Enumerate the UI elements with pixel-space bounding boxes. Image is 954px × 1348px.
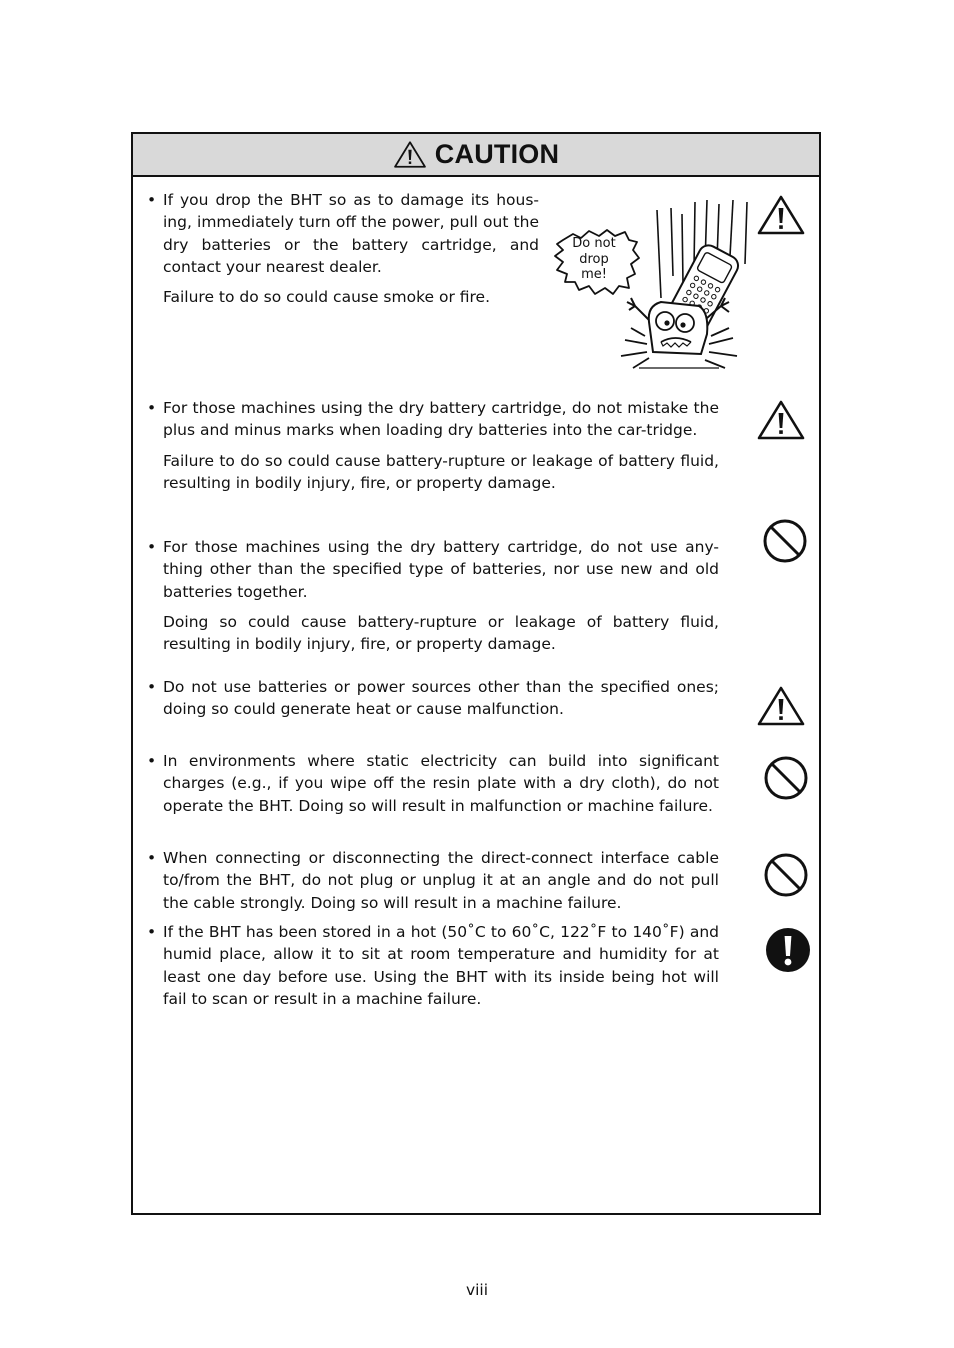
bullet: • (147, 538, 157, 556)
warning-triangle-icon (393, 140, 427, 169)
bubble-line: Do not (572, 236, 616, 251)
caution-box (131, 132, 821, 1215)
item-1-text: If you drop the BHT so as to damage its hous-ing, immediately turn off the power, pull out the dry batteries or the battery cartridge, and contact your nearest dealer. (163, 191, 539, 276)
caution-item-2 (147, 397, 719, 494)
bullet: • (147, 849, 157, 867)
speech-bubble (559, 236, 629, 283)
warning-triangle-icon (756, 685, 806, 727)
item-4-text: Do not use batteries or power sources other than the specified ones; doing so could generate heat or cause malfunction. (163, 678, 719, 719)
caution-item-1 (147, 189, 539, 308)
item-6-text: When connecting or disconnecting the direct-connect interface cable to/from the BHT, do not plug or unplug it at an angle and do not pull the cable strongly. Doing so will result in a machine failure. (163, 849, 719, 912)
mandatory-action-icon (765, 927, 811, 973)
caution-item-6 (147, 847, 719, 914)
bullet: • (147, 399, 157, 417)
caution-header (133, 134, 819, 177)
warning-triangle-icon (756, 194, 806, 236)
item-3-text: For those machines using the dry battery cartridge, do not use any-thing other than the specified type of batteries, nor use new and old batteries together. (163, 538, 719, 601)
bullet: • (147, 923, 157, 941)
item-3-consequence: Doing so could cause battery-rupture or leakage of battery fluid, resulting in bodily injury, fire, or property damage. (163, 612, 719, 654)
item-7-text: If the BHT has been stored in a hot (50˚C to 60˚C, 122˚F to 140˚F) and humid place, allow it to sit at room temperature and humidity for at least one day before use. Using the BHT with its inside being hot will fail to scan or result in a machine failure. (163, 923, 719, 1008)
prohibition-icon (762, 518, 808, 564)
item-2-consequence: Failure to do so could cause battery-rupture or leakage of battery fluid, resulting in bodily injury, fire, or property damage. (163, 451, 719, 492)
caution-item-4 (147, 676, 719, 721)
caution-item-3 (147, 536, 719, 655)
caution-title: CAUTION (434, 139, 560, 169)
bullet: • (147, 191, 157, 209)
warning-triangle-icon (756, 399, 806, 441)
item-5-text: In environments where static electricity can build into significant charges (e.g., if you wipe off the resin plate with a dry cloth), do not operate the BHT. Doing so will result in malfunction or machine failure. (163, 752, 719, 815)
prohibition-icon (763, 755, 809, 801)
caution-item-5 (147, 750, 719, 817)
item-1-consequence: Failure to do so could cause smoke or fire. (163, 288, 491, 307)
bullet: • (147, 678, 157, 696)
prohibition-icon (763, 852, 809, 898)
caution-item-7 (147, 921, 719, 1010)
bubble-line: drop (579, 251, 609, 267)
page-number: viii (465, 1281, 489, 1299)
bubble-line: me! (581, 267, 607, 282)
item-2-text: For those machines using the dry battery cartridge, do not mistake the plus and minus marks when loading dry batteries into the car-tridge. (163, 399, 719, 440)
bullet: • (147, 752, 157, 770)
